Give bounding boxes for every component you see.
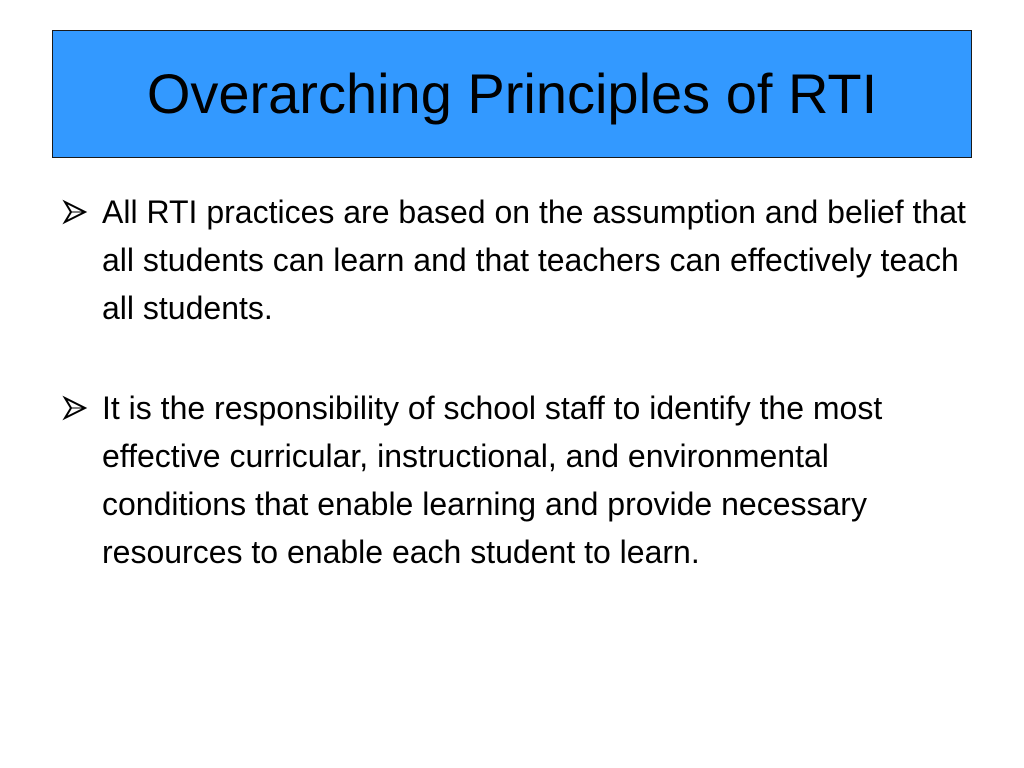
bullet-item [62,384,972,576]
bullet-text: It is the responsibility of school staff to identify the most effective curricular, instructional, and environmental conditions that enable learning and provide necessary resources to enable each student to learn. [102,390,883,570]
arrowhead-bullet-icon [62,188,96,236]
bullet-list [62,188,972,628]
bullet-text: All RTI practices are based on the assumption and belief that all students can learn and that teachers can effectively teach all students. [102,194,966,326]
title-banner [52,30,972,158]
bullet-item [62,188,972,332]
slide-title: Overarching Principles of RTI [146,62,878,125]
arrowhead-bullet-icon [62,384,96,432]
